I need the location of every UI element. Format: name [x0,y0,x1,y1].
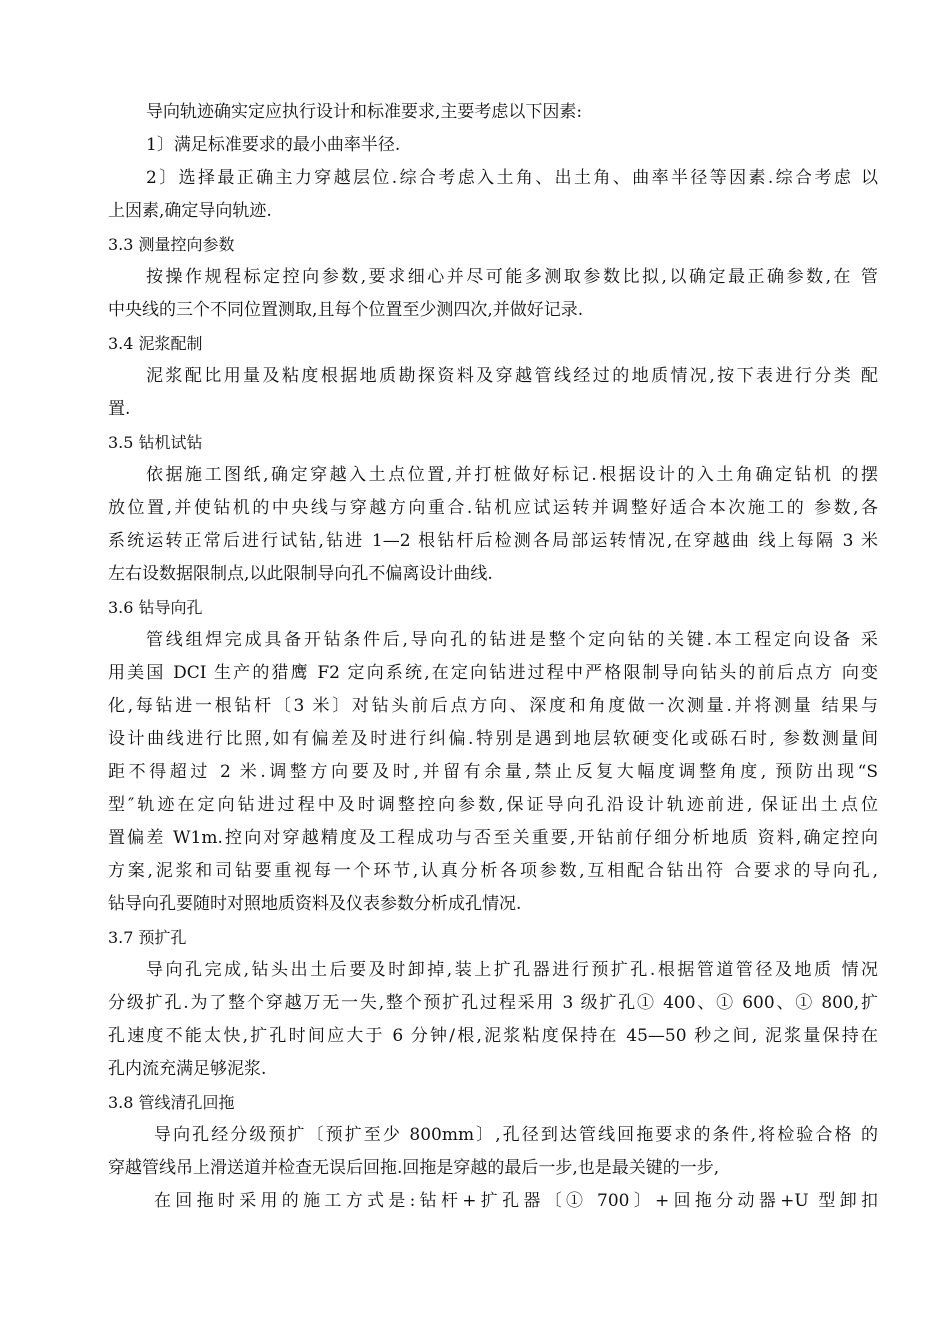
para-3-5-line: 放位置,并使钻机的中央线与穿越方向重合.钻机应试运转并调整好适合本次施工的 参数,各 [108,498,878,518]
para-item-2-line: 上因素,确定导向轨迹. [108,201,272,221]
para-3-7-line: 孔速度不能太快,扩孔时间应大于 6 分钟/根,泥浆粘度保持在 45—50 秒之间, 泥浆量保持在 [108,1026,878,1046]
para-track-requirements-line: 导向轨迹确实定应执行设计和标准要求,主要考虑以下因素: [146,102,583,122]
para-3-7-line: 分级扩孔.为了整个穿越万无一失,整个预扩孔过程采用 3 级扩孔① 400、① 600、① 800,扩 [108,993,878,1013]
section-heading: 3.5 钻机试钻 [108,433,203,452]
section-heading: 3.7 预扩孔 [108,928,187,947]
para-3-8-line: 穿越管线吊上滑送道并检查无误后回拖.回拖是穿越的最后一步,也是最关键的一步, [108,1158,720,1178]
para-3-6-line: 化,每钻进一根钻杆〔3 米〕对钻头前后点方向、深度和角度做一次测量.并将测量 结果与 [108,696,878,716]
para-3-3-line: 中央线的三个不同位置测取,且每个位置至少测四次,并做好记录. [108,300,584,320]
section-heading: 3.8 管线清孔回拖 [108,1093,235,1112]
para-3-8-line: 导向孔经分级预扩〔预扩至少 800mm〕,孔径到达管线回拖要求的条件,将检验合格 的 [154,1125,878,1145]
section-heading: 3.6 钻导向孔 [108,598,203,617]
section-heading: 3.4 泥浆配制 [108,334,203,353]
para-3-4-line: 置. [108,399,131,419]
section-heading: 3.3 测量控向参数 [108,235,235,254]
para-3-6-line: 钻导向孔要随时对照地质资料及仪表参数分析成孔情况. [108,894,522,914]
para-3-6-line: 用美国 DCI 生产的猎鹰 F2 定向系统,在定向钻进过程中严格限制导向钻头的前后点方 向变 [108,663,878,683]
para-item-1-line: 1〕满足标准要求的最小曲率半径. [146,135,401,155]
para-3-5-line: 系统运转正常后进行试钻,钻进 1—2 根钻杆后检测各局部运转情况,在穿越曲 线上每隔 3 米 [108,531,878,551]
para-3-6-line: 管线组焊完成具备开钻条件后,导向孔的钻进是整个定向钻的关键.本工程定向设备 采 [146,630,878,650]
para-3-8-method-line: 在回拖时采用的施工方式是:钻杆+扩孔器〔① 700〕+回拖分动器+U 型卸扣 [154,1191,878,1211]
para-3-7-line: 孔内流充满足够泥浆. [108,1059,267,1079]
para-3-4-line: 泥浆配比用量及粘度根据地质勘探资料及穿越管线经过的地质情况,按下表进行分类 配 [146,366,878,386]
para-3-6-line: 置偏差 W1m.控向对穿越精度及工程成功与否至关重要,开钻前仔细分析地质 资料,确定控向 [108,828,878,848]
para-3-5-line: 左右设数据限制点,以此限制导向孔不偏离设计曲线. [108,564,493,584]
para-3-6-line: 设计曲线进行比照,如有偏差及时进行纠偏.特别是遇到地层软硬变化或砾石时, 参数测量间 [108,729,878,749]
para-3-6-line: 型″轨迹在定向钻进过程中及时调整控向参数,保证导向孔沿设计轨迹前进, 保证出土点位 [108,795,878,815]
para-3-6-line: 方案,泥浆和司钻要重视每一个环节,认真分析各项参数,互相配合钻出符 合要求的导向孔, [108,861,878,881]
para-3-7-line: 导向孔完成,钻头出土后要及时卸掉,装上扩孔器进行预扩孔.根据管道管径及地质 情况 [146,960,878,980]
para-3-6-line: 距不得超过 2 米.调整方向要及时,并留有余量,禁止反复大幅度调整角度, 预防出现“S [108,762,878,782]
document-body [108,96,878,1218]
para-item-2-line: 2〕选择最正确主力穿越层位.综合考虑入土角、出土角、曲率半径等因素.综合考虑 以 [146,168,878,188]
para-3-5-line: 依据施工图纸,确定穿越入土点位置,并打桩做好标记.根据设计的入土角确定钻机 的摆 [146,465,878,485]
para-3-3-line: 按操作规程标定控向参数,要求细心并尽可能多测取参数比拟,以确定最正确参数,在 管 [146,267,878,287]
